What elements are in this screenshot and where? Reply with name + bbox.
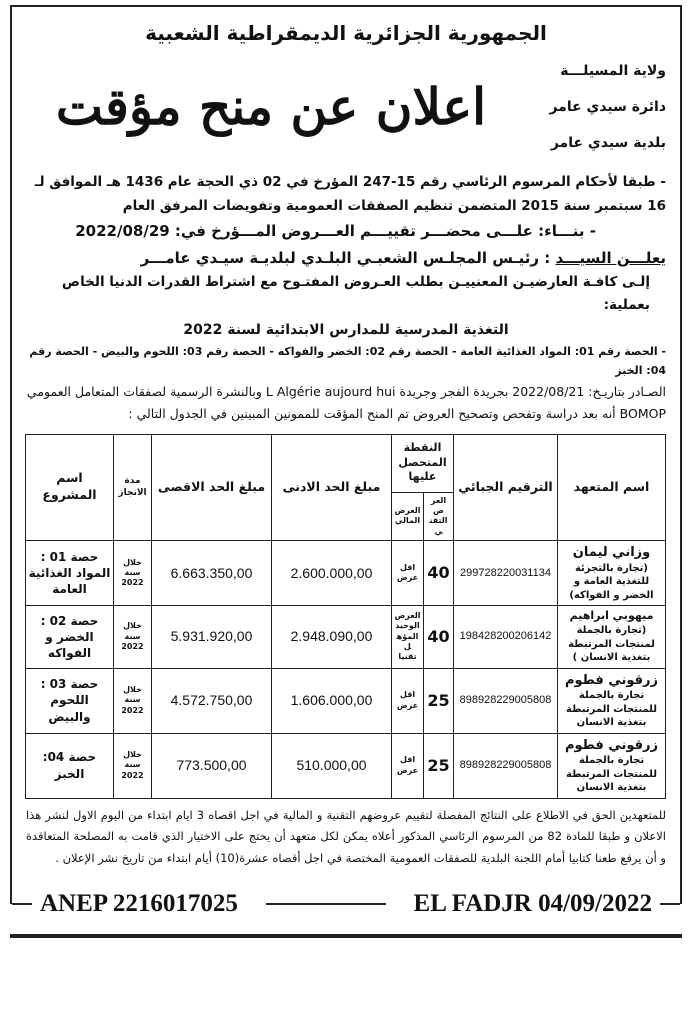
duration: خلال سنة 2022 [114, 733, 152, 798]
operation-title: التغذية المدرسية للمدارس الابتدائية لسنة 2022 [183, 322, 509, 338]
bidder-cell [558, 733, 666, 798]
bidder-name: ميهوبي ابراهيم [569, 609, 654, 623]
max-amount: 5.931.920,00 [152, 606, 272, 668]
announcement-title: اعلان عن منح مؤقت [55, 77, 487, 136]
recipients-line: إلـى كافـة العارضيـن المعنييـن بطلب العـروض المفتـوح مع اشتراط القدرات الدنيا الخاص بعملية: [61, 273, 650, 314]
evaluation-reference: - بنـــاء: علـــى محضـــر تقييـــم العـــروض المـــؤرخ في: 2022/08/29 [75, 222, 596, 241]
header-row [26, 53, 666, 161]
bidder-cell [558, 541, 666, 606]
award-intro: BOMOP أنه بعد دراسة وتفحص وتصحيح العروض تم المنح المؤقت للممونين المبينين في الجدول التالي : [128, 406, 666, 422]
header-tax-id: الترقيم الجبائي [454, 434, 558, 541]
award-table [25, 434, 666, 799]
bidder-desc: تجارة بالجملة للمنتجات المرتبطة بتغذية الانسان [566, 755, 657, 794]
header-max: مبلغ الحد الاقصى [152, 434, 272, 541]
header-project: اسم المشروع [26, 434, 114, 541]
frame-bottom-left [12, 903, 32, 905]
tax-id: 898928229005808 [454, 733, 558, 798]
header-tech: العرض التقني [424, 492, 454, 541]
table-row [26, 541, 666, 606]
min-amount: 510.000,00 [272, 733, 392, 798]
tech-points: 40 [424, 541, 454, 606]
fin-points: العرض الوحيد المؤهل تقنيا [392, 606, 424, 668]
tax-id: 299728220031134 [454, 541, 558, 606]
announcer-label: يعلـــن السيـــد [555, 248, 666, 267]
announcer-line [26, 245, 666, 271]
bidder-name: زرقوني فطوم [564, 672, 659, 688]
commune-label: بلدية سيدي عامر [550, 135, 666, 151]
table-row [26, 606, 666, 668]
header-fin: العرض المالي [392, 492, 424, 541]
project: حصة 01 : المواد الغذائية العامة [26, 541, 114, 606]
bidder-desc: تجارة بالجملة للمنتجات المرتبطة بتغذية الانسان [566, 690, 657, 729]
tax-id: 898928229005808 [454, 668, 558, 733]
fin-points: اقل عرض [392, 541, 424, 606]
fin-points: اقل عرض [392, 668, 424, 733]
page-rule [10, 934, 682, 938]
bidder-name: وزاني ليمان [572, 545, 651, 561]
max-amount: 4.572.750,00 [152, 668, 272, 733]
bidder-desc: (تجارة بالتجزئة للتغذية العامة و الخضر و الفواكه) [569, 562, 654, 601]
fin-points: اقل عرض [392, 733, 424, 798]
announcer-name: : رئيـس المجلـس الشعبـي البلـدي لبلديـة سيـدي عامـــر [140, 248, 551, 267]
admin-block [516, 53, 666, 161]
appeal-notice: للمتعهدين الحق في الاطلاع على النتائج المفصلة لتقييم عروضهم التقنية و المالية في اجل اقصاه 3 ايام ابتداء من اليوم الاول لنشر هذا الاعلان و طبقا للمادة 82 من المرسوم الرئاسي المذكور أعلاه يمكن لكل متعهد أن يحتج على الاختيار الذي قامت به المصلحة المتعاقدة و أن يرفع طعنا كتابيا أمام اللجنة البلدية للصفقات العمومية المختصة في اجل أقصاه عشرة(10) أيام ابتداء من تاريخ نشر الإعلان . [26, 807, 667, 866]
tech-points: 25 [424, 668, 454, 733]
duration: خلال سنة 2022 [114, 541, 152, 606]
bidder-cell [558, 668, 666, 733]
min-amount: 2.600.000,00 [272, 541, 392, 606]
tech-points: 25 [424, 733, 454, 798]
footer-divider [266, 903, 386, 905]
project: حصة 03 : اللحوم والبيض [26, 668, 114, 733]
min-amount: 2.948.090,00 [272, 606, 392, 668]
max-amount: 6.663.350,00 [152, 541, 272, 606]
table-row [26, 733, 666, 798]
duration: خلال سنة 2022 [114, 606, 152, 668]
tax-id: 198428200206142 [454, 606, 558, 668]
legal-basis-line1: - طبقا لأحكام المرسوم الرئاسي رقم 15-247 المؤرخ في 02 ذي الحجة عام 1436 هـ الموافق لـ 16 سبتمبر سنة [34, 174, 666, 214]
legal-basis [26, 171, 666, 218]
anep-reference: ANEP 2216017025 [32, 890, 246, 918]
announcement-frame [10, 5, 682, 918]
legal-basis-line2: 2015 المتضمن تنظيم الصفقات العمومية وتفويضات المرفق العام [122, 197, 559, 214]
min-amount: 1.606.000,00 [272, 668, 392, 733]
lots-line: - الحصة رقم 01: المواد الغذائية العامة - الحصة رقم 02: الخضر والفواكه - الحصة رقم 03: اللحوم والبيض - الحصة رقم 04: الخبز [29, 345, 666, 377]
daira-label: دائرة سيدي عامر [549, 99, 666, 115]
project: حصة 02 : الخضر و الفواكه [26, 606, 114, 668]
header-duration: مدة الانجاز [114, 434, 152, 541]
frame-bottom-right [660, 903, 680, 905]
publication-line: الصـادر بتاريـخ: 2022/08/21 بجريدة الفجر وجريدة L Algérie aujourd hui وبالنشرة الرسمية لصفقات المتعامل العمومي [26, 383, 666, 399]
table-row [26, 668, 666, 733]
bidder-name: زرقوني فطوم [564, 737, 659, 753]
header-bidder: اسم المتعهد [558, 434, 666, 541]
project: حصة 04: الخبز [26, 733, 114, 798]
header-points: النقطة المتحصل عليها [392, 434, 454, 492]
footer-references [12, 890, 680, 918]
republic-heading: الجمهورية الجزائرية الديمقراطية الشعبية [145, 21, 547, 45]
tech-points: 40 [424, 606, 454, 668]
bidder-desc: (تجارة بالجملة لمنتجات المرتبطة بتغذية الانسان ) [568, 625, 655, 664]
wilaya-label: ولاية المسيلـــة [560, 63, 666, 79]
duration: خلال سنة 2022 [114, 668, 152, 733]
newspaper-reference: EL FADJR 04/09/2022 [406, 890, 660, 918]
max-amount: 773.500,00 [152, 733, 272, 798]
bidder-cell [558, 606, 666, 668]
header-min: مبلغ الحد الادنى [272, 434, 392, 541]
